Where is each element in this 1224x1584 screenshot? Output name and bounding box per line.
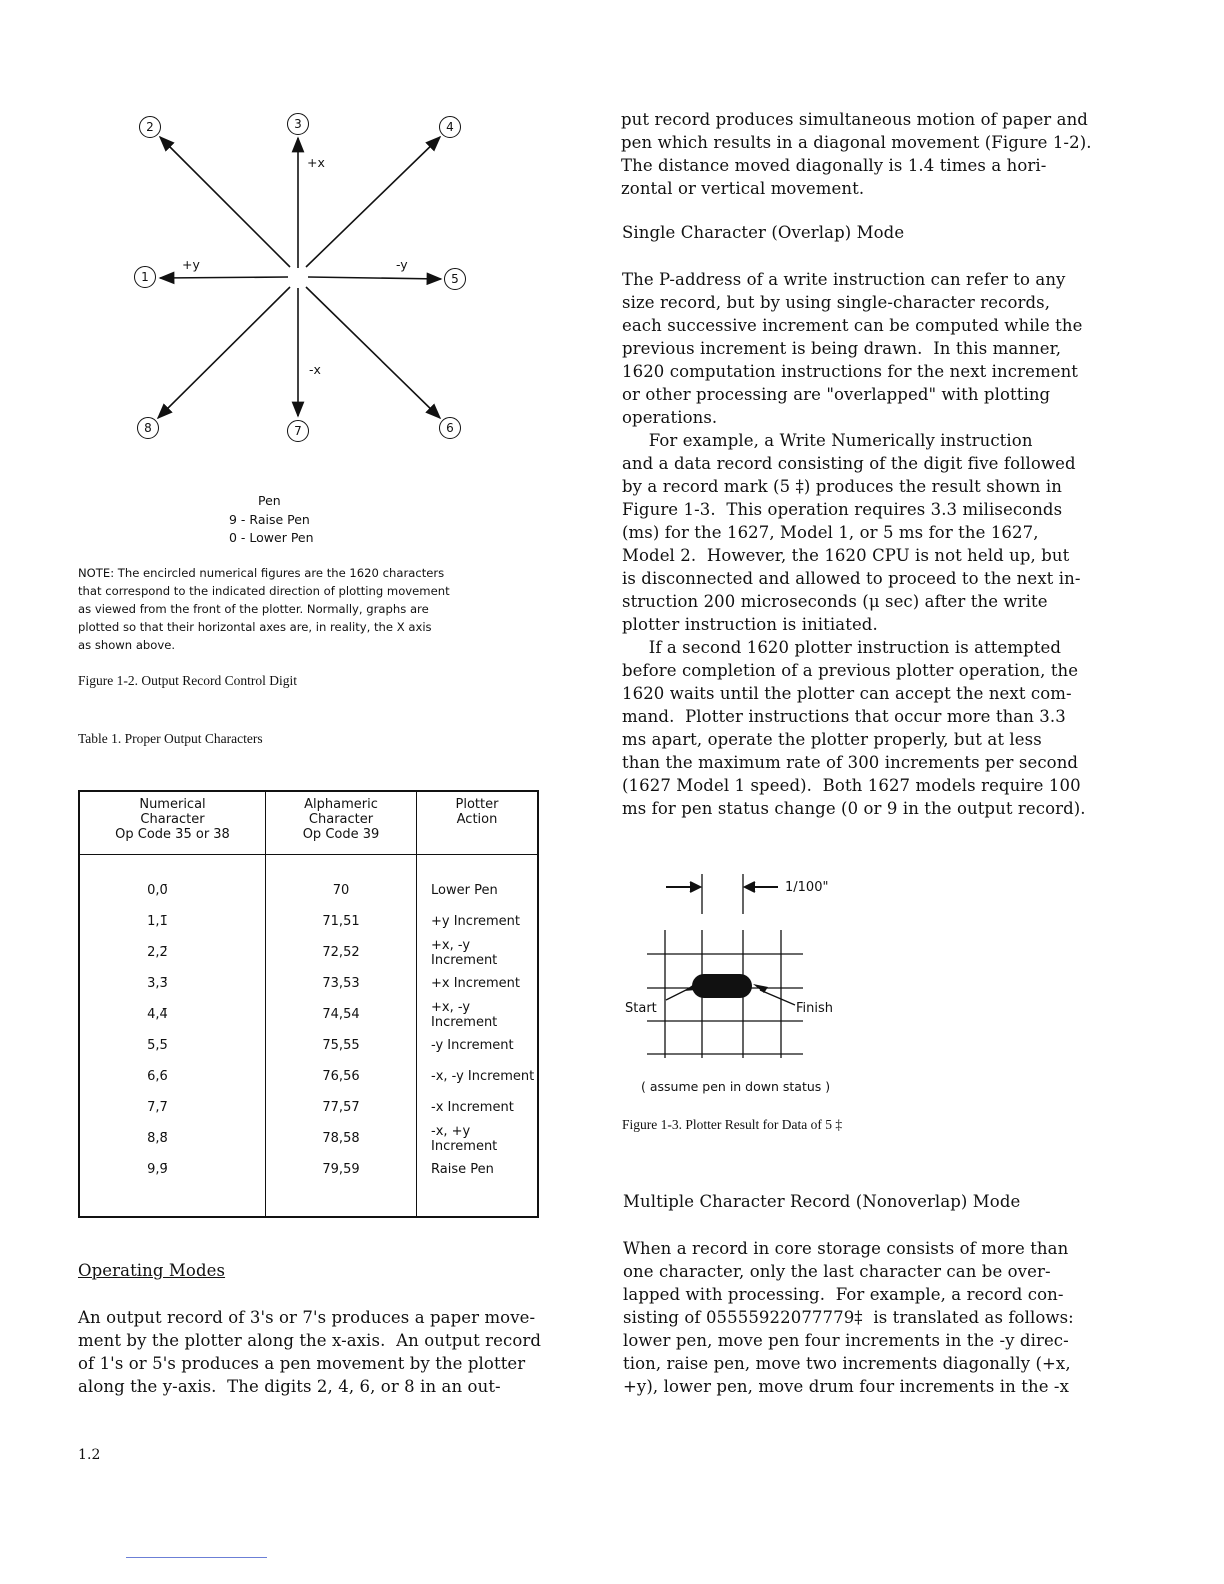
alphameric-cell: 75,55 <box>266 1030 417 1061</box>
table-row <box>79 937 538 968</box>
pen-legend <box>229 492 314 548</box>
numerical-cell: 5,5̄ <box>79 1030 266 1061</box>
header-plotter-action <box>417 791 539 855</box>
text-line: The P-address of a write instruction can refer to any <box>622 270 1066 289</box>
paragraph-nonoverlap <box>623 1237 1074 1398</box>
action-cell: +y Increment <box>417 906 539 937</box>
text-line: lapped with processing. For example, a record con- <box>623 1285 1064 1304</box>
text-line: and a data record consisting of the digit five followed <box>622 454 1076 473</box>
direction-circle-2: 2 <box>139 116 161 138</box>
text-line: For example, a Write Numerically instruction <box>622 431 1033 450</box>
minus-y-label: -y <box>396 257 408 272</box>
text-line: ms for pen status change (0 or 9 in the output record). <box>622 799 1086 818</box>
pen-legend-raise: 9 - Raise Pen <box>229 511 310 527</box>
text-line: is disconnected and allowed to proceed to the next in- <box>622 569 1081 588</box>
alphameric-cell: 77,57 <box>266 1092 417 1123</box>
text-line: Figure 1-3. This operation requires 3.3 miliseconds <box>622 500 1063 519</box>
figure-note <box>78 564 450 654</box>
direction-circle-4: 4 <box>439 116 461 138</box>
output-characters-table <box>78 790 539 1218</box>
numerical-cell: 6,6̄ <box>79 1061 266 1092</box>
text-line: zontal or vertical movement. <box>621 179 865 198</box>
text-line: (1627 Model 1 speed). Both 1627 models require 100 <box>622 776 1081 795</box>
header-numerical <box>79 791 266 855</box>
numerical-cell: 1,1̄ <box>79 906 266 937</box>
alphameric-cell: 71,51 <box>266 906 417 937</box>
alphameric-cell: 74,54 <box>266 999 417 1030</box>
figure-1-3-caption: Figure 1-3. Plotter Result for Data of 5 ‡ <box>622 1117 843 1132</box>
note-line: plotted so that their horizontal axes are, in reality, the X axis <box>78 620 432 634</box>
text-line: along the y-axis. The digits 2, 4, 6, or 8 in an out- <box>78 1377 501 1396</box>
text-line: each successive increment can be computed while the <box>622 316 1083 335</box>
text-line: tion, raise pen, move two increments diagonally (+x, <box>623 1354 1071 1373</box>
multiple-character-heading: Multiple Character Record (Nonoverlap) Mode <box>623 1192 1021 1211</box>
text-line: pen which results in a diagonal movement (Figure 1-2). <box>621 133 1092 152</box>
header-line: Alphameric <box>304 797 378 812</box>
alphameric-cell: 78,58 <box>266 1123 417 1154</box>
note-line: as shown above. <box>78 638 176 652</box>
alphameric-cell: 72,52 <box>266 937 417 968</box>
numerical-cell: 8,8̄ <box>79 1123 266 1154</box>
direction-circle-5: 5 <box>444 268 466 290</box>
pen-legend-lower: 0 - Lower Pen <box>229 530 314 545</box>
start-label: Start <box>625 1001 657 1016</box>
header-line: Op Code 39 <box>302 827 380 842</box>
text-line: put record produces simultaneous motion of paper and <box>621 110 1088 129</box>
text-line: plotter instruction is initiated. <box>622 615 878 634</box>
text-line: If a second 1620 plotter instruction is attempted <box>622 638 1062 657</box>
action-cell: -y Increment <box>417 1030 539 1061</box>
action-cell: +x Increment <box>417 968 539 999</box>
text-line: by a record mark (5 ‡) produces the result shown in <box>622 477 1062 496</box>
header-alphameric <box>266 791 417 855</box>
text-line: ms apart, operate the plotter properly, but at less <box>622 730 1042 749</box>
direction-circle-8: 8 <box>137 417 159 439</box>
action-cell: -x, +y Increment <box>417 1123 539 1154</box>
text-line: or other processing are "overlapped" with plotting <box>622 385 1051 404</box>
text-line: Model 2. However, the 1620 CPU is not held up, but <box>622 546 1070 565</box>
alphameric-cell: 76,56 <box>266 1061 417 1092</box>
table-row <box>79 1030 538 1061</box>
action-cell: -x Increment <box>417 1092 539 1123</box>
numerical-cell: 3,3̄ <box>79 968 266 999</box>
text-line: lower pen, move pen four increments in the -y direc- <box>623 1331 1069 1350</box>
numerical-cell: 2,2̄ <box>79 937 266 968</box>
header-line: Op Code 35 or 38 <box>115 827 230 842</box>
note-line: NOTE: The encircled numerical figures are the 1620 characters <box>78 566 445 580</box>
text-line: size record, but by using single-character records, <box>622 293 1051 312</box>
numerical-cell: 0,0̄ <box>79 875 266 906</box>
direction-circle-3: 3 <box>287 113 309 135</box>
divider <box>126 1557 267 1558</box>
direction-circle-7: 7 <box>287 420 309 442</box>
header-line: Character <box>140 812 205 827</box>
note-line: as viewed from the front of the plotter. Normally, graphs are <box>78 602 429 616</box>
text-line: +y), lower pen, move drum four increments in the -x <box>623 1377 1069 1396</box>
text-line: sisting of 05555922077779‡ is translated as follows: <box>623 1308 1074 1327</box>
table-row <box>79 875 538 906</box>
action-cell: +x, -y Increment <box>417 937 539 968</box>
table-row <box>79 1061 538 1092</box>
alphameric-cell: 79,59 <box>266 1154 417 1185</box>
note-line: that correspond to the indicated direction of plotting movement <box>78 584 450 598</box>
single-character-heading: Single Character (Overlap) Mode <box>622 223 905 242</box>
table-row <box>79 1092 538 1123</box>
paragraph-overlap <box>622 268 1086 820</box>
direction-circle-6: 6 <box>439 417 461 439</box>
plotter-result-diagram <box>620 870 850 1070</box>
alphameric-cell: 70 <box>266 875 417 906</box>
action-cell: +x, -y Increment <box>417 999 539 1030</box>
table-1-caption: Table 1. Proper Output Characters <box>78 731 263 746</box>
text-line: one character, only the last character can be over- <box>623 1262 1051 1281</box>
header-line: Numerical <box>139 797 206 812</box>
pen-legend-title: Pen <box>258 493 281 508</box>
table-row <box>79 968 538 999</box>
text-line: (ms) for the 1627, Model 1, or 5 ms for the 1627, <box>622 523 1039 542</box>
operating-modes-text <box>78 1306 541 1398</box>
action-cell: Raise Pen <box>417 1154 539 1185</box>
text-line: ment by the plotter along the x-axis. An output record <box>78 1331 542 1350</box>
text-line: of 1's or 5's produces a pen movement by the plotter <box>78 1354 526 1373</box>
numerical-cell: 7,7̄ <box>79 1092 266 1123</box>
text-line: 1620 computation instructions for the next increment <box>622 362 1079 381</box>
numerical-cell: 9,9̄ <box>79 1154 266 1185</box>
text-line: An output record of 3's or 7's produces a paper move- <box>78 1308 536 1327</box>
table-row <box>79 1154 538 1185</box>
table-row <box>79 906 538 937</box>
pen-status-note: ( assume pen in down status ) <box>641 1079 831 1094</box>
paragraph-diagonal <box>621 108 1092 200</box>
direction-diagram <box>0 0 620 470</box>
page-number: 1.2 <box>78 1447 101 1463</box>
text-line: previous increment is being drawn. In this manner, <box>622 339 1062 358</box>
header-line: Action <box>456 812 498 827</box>
header-line: Plotter <box>455 797 499 812</box>
table-row <box>79 999 538 1030</box>
operating-modes-heading: Operating Modes <box>78 1261 226 1280</box>
text-line: than the maximum rate of 300 increments per second <box>622 753 1079 772</box>
dimension-label: 1/100" <box>785 880 829 895</box>
action-cell: -x, -y Increment <box>417 1061 539 1092</box>
text-line: struction 200 microseconds (μ sec) after the write <box>622 592 1048 611</box>
numerical-cell: 4,4̄ <box>79 999 266 1030</box>
finish-label: Finish <box>796 1001 834 1016</box>
figure-1-2-caption: Figure 1-2. Output Record Control Digit <box>78 673 297 688</box>
plus-y-label: +y <box>182 257 200 272</box>
direction-circle-1: 1 <box>134 266 156 288</box>
table-row <box>79 1123 538 1154</box>
text-line: When a record in core storage consists of more than <box>623 1239 1069 1258</box>
text-line: The distance moved diagonally is 1.4 times a hori- <box>621 156 1047 175</box>
plus-x-label: +x <box>307 155 325 170</box>
text-line: 1620 waits until the plotter can accept the next com- <box>622 684 1072 703</box>
header-line: Character <box>308 812 374 827</box>
text-line: operations. <box>622 408 718 427</box>
action-cell: Lower Pen <box>417 875 539 906</box>
text-line: mand. Plotter instructions that occur more than 3.3 <box>622 707 1066 726</box>
text-line: before completion of a previous plotter operation, the <box>622 661 1079 680</box>
minus-x-label: -x <box>309 362 321 377</box>
alphameric-cell: 73,53 <box>266 968 417 999</box>
